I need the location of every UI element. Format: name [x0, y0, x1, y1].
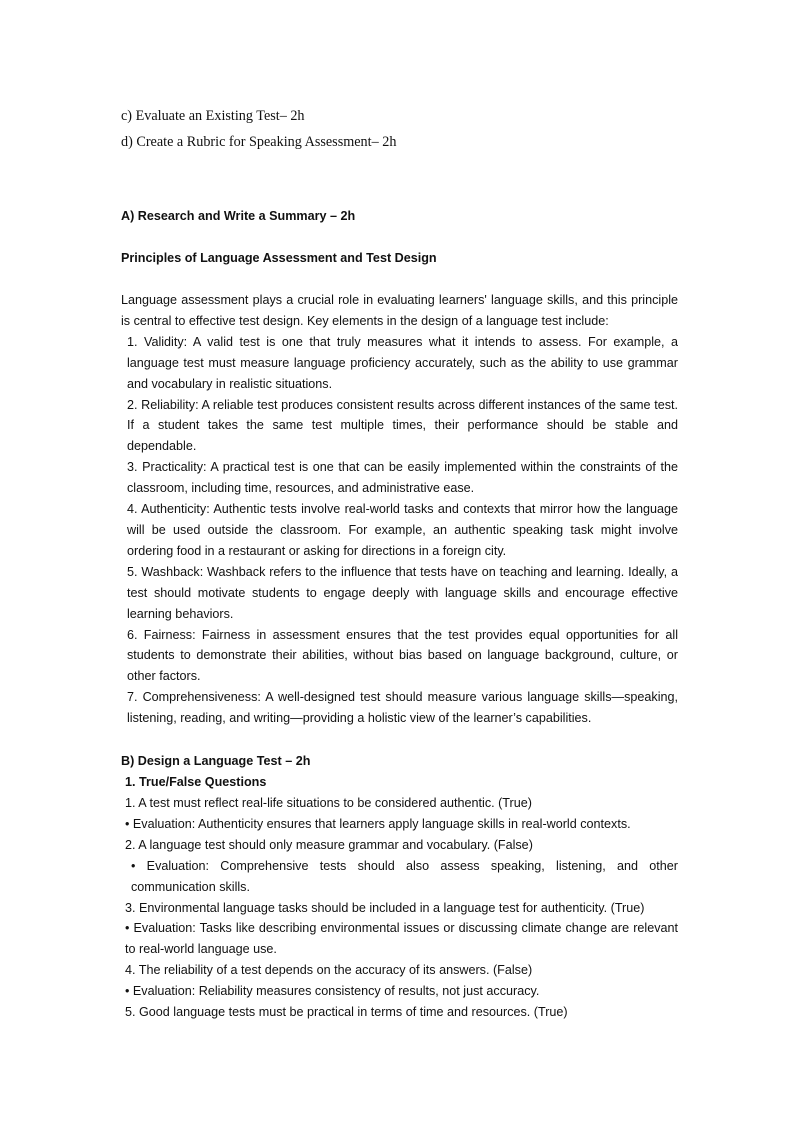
section-a-heading: A) Research and Write a Summary – 2h [121, 209, 356, 223]
section-b-body [121, 793, 678, 1023]
principle-comprehensiveness: 7. Comprehensiveness: A well-designed test should measure various language skills—speaking, listening, reading, and writing—providing a holistic view of the learner’s capabilities. [127, 690, 678, 726]
section-a-body [121, 290, 678, 729]
section-b-heading: B) Design a Language Test – 2h [121, 754, 311, 768]
section-a-subheading: Principles of Language Assessment and Test Design [121, 251, 437, 265]
principle-fairness: 6. Fairness: Fairness in assessment ensures that the test provides equal opportunities for all students to demonstrate their abilities, without bias based on language background, culture, or other factors. [127, 627, 678, 684]
evaluation-4: • Evaluation: Reliability measures consistency of results, not just accuracy. [125, 984, 540, 999]
evaluation-1: • Evaluation: Authenticity ensures that learners apply language skills in real-world contexts. [125, 816, 631, 831]
question-1: 1. A test must reflect real-life situations to be considered authentic. (True) [125, 796, 532, 810]
intro-paragraph: Language assessment plays a crucial role in evaluating learners' language skills, and this principle is central to effective test design. Key elements in the design of a language test include: [121, 293, 678, 328]
principle-reliability: 2. Reliability: A reliable test produces consistent results across different instances of the same test. If a student takes the same test multiple times, their performance should be stable and dependable. [127, 397, 678, 454]
question-3: 3. Environmental language tasks should be included in a language test for authenticity. (True) [125, 900, 645, 915]
section-b-subheading: 1. True/False Questions [125, 775, 267, 789]
evaluation-3: • Evaluation: Tasks like describing environmental issues or discussing climate change are relevant to real-world language use. [125, 921, 678, 957]
evaluation-2: • Evaluation: Comprehensive tests should also assess speaking, listening, and other communication skills. [131, 858, 678, 894]
question-4: 4. The reliability of a test depends on the accuracy of its answers. (False) [125, 963, 533, 978]
question-5: 5. Good language tests must be practical in terms of time and resources. (True) [125, 1005, 568, 1020]
assignment-item-d: d) Create a Rubric for Speaking Assessment– 2h [121, 134, 397, 150]
principle-authenticity: 4. Authenticity: Authentic tests involve real-world tasks and contexts that mirror how the language will be used outside the classroom. For example, an authentic speaking task might involve ordering food in a restaurant or asking for directions in a foreign city. [127, 502, 678, 558]
assignment-item-c: c) Evaluate an Existing Test– 2h [121, 108, 305, 124]
principle-washback: 5. Washback: Washback refers to the influence that tests have on teaching and learning. Ideally, a test should motivate students to engage deeply with language skills and encourage effective learning behaviors. [127, 564, 678, 621]
principle-validity: 1. Validity: A valid test is one that truly measures what it intends to assess. For example, a language test must measure language proficiency accurately, such as the ability to use grammar and vocabulary in realistic situations. [127, 334, 678, 391]
principle-practicality: 3. Practicality: A practical test is one that can be easily implemented within the constraints of the classroom, including time, resources, and administrative ease. [127, 460, 678, 496]
question-2: 2. A language test should only measure grammar and vocabulary. (False) [125, 837, 533, 852]
